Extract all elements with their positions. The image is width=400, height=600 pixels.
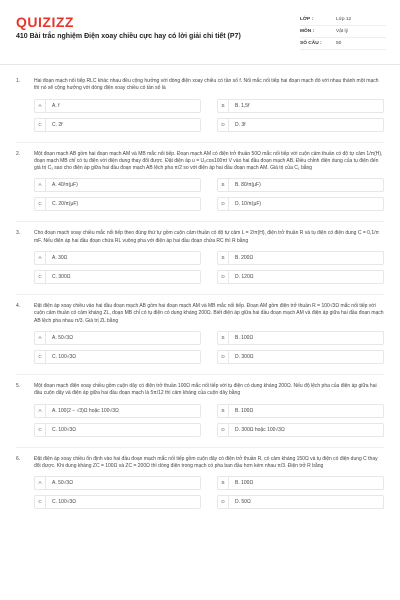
answer-option-d[interactable] <box>217 423 384 437</box>
option-text: C. 2f <box>52 121 63 128</box>
answer-option-a[interactable] <box>34 476 201 490</box>
meta-row-class <box>300 14 386 26</box>
question-number: 1. <box>16 78 21 84</box>
option-text: C. 100√3Ω <box>52 426 76 433</box>
option-letter: D <box>218 198 229 210</box>
answer-options <box>34 99 384 132</box>
question-number: 2. <box>16 150 21 157</box>
option-letter: A <box>35 405 46 417</box>
option-letter: B <box>218 332 229 344</box>
option-text: C. 100√3Ω <box>52 499 76 506</box>
option-text: C. 20/π(μF) <box>52 201 79 208</box>
option-text: D. 300Ω hoặc 100√3Ω <box>235 426 285 433</box>
option-letter: B <box>218 100 229 112</box>
option-letter: B <box>218 252 229 264</box>
option-text: A. f <box>52 102 60 109</box>
answer-option-c[interactable] <box>34 270 201 284</box>
question-text: Hai đoạn mạch nối tiếp RLC khác nhau đều cộng hưởng với dòng điện xoay chiều có tần số f. Nối mắc nối tiếp hai đoạn mạch đó với nhau thành một mạch thì nó sẽ cộng hưởng với dòng điện xoay chiều có tần số là <box>34 78 379 92</box>
answer-options <box>34 331 384 364</box>
answer-option-c[interactable] <box>34 423 201 437</box>
answer-option-b[interactable] <box>217 99 384 113</box>
question-text: Đặt điện áp xoay chiều vào hai đầu đoạn mạch AB gồm hai đoạn mạch AM và MB mắc nối tiếp. Đoạn AM gồm điện trở thuần R = 100√3Ω mắc nối tiếp với cuộn cảm thuần có cảm kháng ZL, đoạn MB chỉ có tụ điện có dung kháng 200Ω. Biết điện áp giữa hai đầu đoạn mạch AM và điện áp giữa hai đầu đoạn mạch AB lệch pha nhau π/3. Giá trị ZL bằng <box>34 303 384 324</box>
question-2 <box>16 143 384 212</box>
option-text: C. 100√3Ω <box>52 353 76 360</box>
option-letter: B <box>218 477 229 489</box>
answer-option-c[interactable] <box>34 495 201 509</box>
answer-option-b[interactable] <box>217 476 384 490</box>
question-list <box>0 70 400 509</box>
meta-row-count <box>300 38 386 50</box>
question-text: Đặt điện áp xoay chiều ổn định vào hai đầu đoạn mạch mắc nối tiếp gồm cuộn dây có điện trở thuần R, có cảm kháng 150Ω và tụ điện có điện dung C thay đổi được. Khi dung kháng ZC = 100Ω và ZC = 200Ω thì dòng điện trong mạch có pha ban đầu hơn kém nhau π/3. Điện trở R bằng <box>34 455 378 469</box>
option-letter: D <box>218 351 229 363</box>
question-text: Một đoạn mạch điện xoay chiều gồm cuộn dây có điện trở thuần 100Ω mắc nối tiếp với tụ điện có dung kháng 200Ω. Nếu độ lệch pha của điện áp giữa hai đầu cuộn dây và điện áp giữa hai đầu đoạn mạch là 5π/12 thì cảm kháng của cuộn dây bằng <box>34 382 377 397</box>
answer-option-d[interactable] <box>217 495 384 509</box>
answer-option-a[interactable] <box>34 178 201 192</box>
question-4 <box>16 295 384 364</box>
question-number: 3. <box>16 230 21 237</box>
option-text: D. 50Ω <box>235 499 251 506</box>
question-number: 6. <box>16 455 21 462</box>
meta-label: SỐ CÂU : <box>300 41 322 46</box>
answer-options <box>34 404 384 437</box>
answer-option-c[interactable] <box>34 350 201 364</box>
answer-option-d[interactable] <box>217 270 384 284</box>
question-1 <box>16 70 384 132</box>
option-text: A. 40/π(μF) <box>52 182 78 189</box>
answer-option-d[interactable] <box>217 197 384 211</box>
option-text: B. 200Ω <box>235 255 254 262</box>
answer-option-a[interactable] <box>34 99 201 113</box>
option-letter: C <box>35 119 46 131</box>
answer-option-d[interactable] <box>217 350 384 364</box>
meta-row-subject <box>300 26 386 38</box>
option-text: A. 30Ω <box>52 255 68 262</box>
answer-option-c[interactable] <box>34 197 201 211</box>
option-letter: D <box>218 119 229 131</box>
answer-options <box>34 251 384 284</box>
worksheet-title: 410 Bài trắc nghiệm Điện xoay chiều cực hay có lời giải chi tiết (P7) <box>16 33 241 40</box>
question-number: 4. <box>16 303 21 310</box>
question-6 <box>16 448 384 510</box>
option-text: B. 100Ω <box>235 480 254 487</box>
option-letter: D <box>218 496 229 508</box>
question-5 <box>16 375 384 437</box>
option-letter: D <box>218 271 229 283</box>
answer-option-b[interactable] <box>217 251 384 265</box>
meta-value: Vật lý <box>336 29 348 34</box>
option-text: B. 1,5f <box>235 102 250 109</box>
option-letter: A <box>35 477 46 489</box>
option-letter: A <box>35 100 46 112</box>
answer-options <box>34 178 384 211</box>
option-letter: A <box>35 179 46 191</box>
option-text: D. 10/π(μF) <box>235 201 262 208</box>
question-3 <box>16 222 384 284</box>
answer-option-d[interactable] <box>217 118 384 132</box>
option-letter: B <box>218 179 229 191</box>
option-letter: B <box>218 405 229 417</box>
quizizz-logo: QUIZIZZ <box>16 14 74 30</box>
worksheet-meta <box>300 14 386 50</box>
answer-option-a[interactable] <box>34 331 201 345</box>
answer-option-b[interactable] <box>217 404 384 418</box>
option-text: B. 100Ω <box>235 334 254 341</box>
option-letter: C <box>35 351 46 363</box>
option-letter: C <box>35 424 46 436</box>
answer-option-a[interactable] <box>34 404 201 418</box>
worksheet-header <box>0 0 400 65</box>
option-letter: A <box>35 252 46 264</box>
answer-option-c[interactable] <box>34 118 201 132</box>
option-letter: C <box>35 271 46 283</box>
option-letter: C <box>35 496 46 508</box>
meta-value: 50 <box>336 41 342 46</box>
option-letter: A <box>35 332 46 344</box>
answer-option-b[interactable] <box>217 331 384 345</box>
answer-option-b[interactable] <box>217 178 384 192</box>
meta-label: MÔN : <box>300 29 315 34</box>
answer-option-a[interactable] <box>34 251 201 265</box>
option-text: A. 50√3Ω <box>52 334 73 341</box>
option-text: D. 300Ω <box>235 353 254 360</box>
option-text: D. 3f <box>235 121 246 128</box>
question-text: Cho đoạn mạch xoay chiều mắc nối tiếp theo đúng thứ tự gồm cuộn cảm thuần có độ tự cảm L = 2/π(H), điện trở thuần R và tụ điện có điện dung C = 0,1/π mF. Nếu điện áp hai đầu đoạn chứa RL vuông pha với điện áp hai đầu đoạn chứa RC thì R bằng <box>34 230 379 244</box>
meta-value: Lớp 12 <box>336 17 352 22</box>
option-text: C. 300Ω <box>52 274 71 281</box>
option-letter: C <box>35 198 46 210</box>
question-text: Một đoạn mạch AB gồm hai đoạn mạch AM và MB mắc nối tiếp. Đoạn mạch AM có điện trở thuần 50Ω mắc nối tiếp với cuộn cảm thuần có độ tự cảm 1/π(H), đoạn mạch MB chỉ có tụ điện với điện dung thay đổi được. Đặt điện áp u = U₀cos100πt V vào hai đầu đoạn mạch AB. Điều chỉnh điện dung của tụ điện đến giá trị C₁ sao cho điện áp giữa hai đầu đoạn mạch AB lệch pha π/2 so với điện áp hai đầu đoạn mạch AM. Giá trị của C₁ bằng <box>34 150 383 172</box>
question-number: 5. <box>16 382 21 389</box>
answer-options <box>34 476 384 509</box>
option-text: B. 100Ω <box>235 407 254 414</box>
option-text: D. 120Ω <box>235 274 254 281</box>
option-text: A. 100(2 − √3)Ω hoặc 100√3Ω <box>52 407 119 414</box>
option-text: B. 80/π(μF) <box>235 182 261 189</box>
meta-label: LỚP : <box>300 17 314 22</box>
option-letter: D <box>218 424 229 436</box>
option-text: A. 50√3Ω <box>52 480 73 487</box>
